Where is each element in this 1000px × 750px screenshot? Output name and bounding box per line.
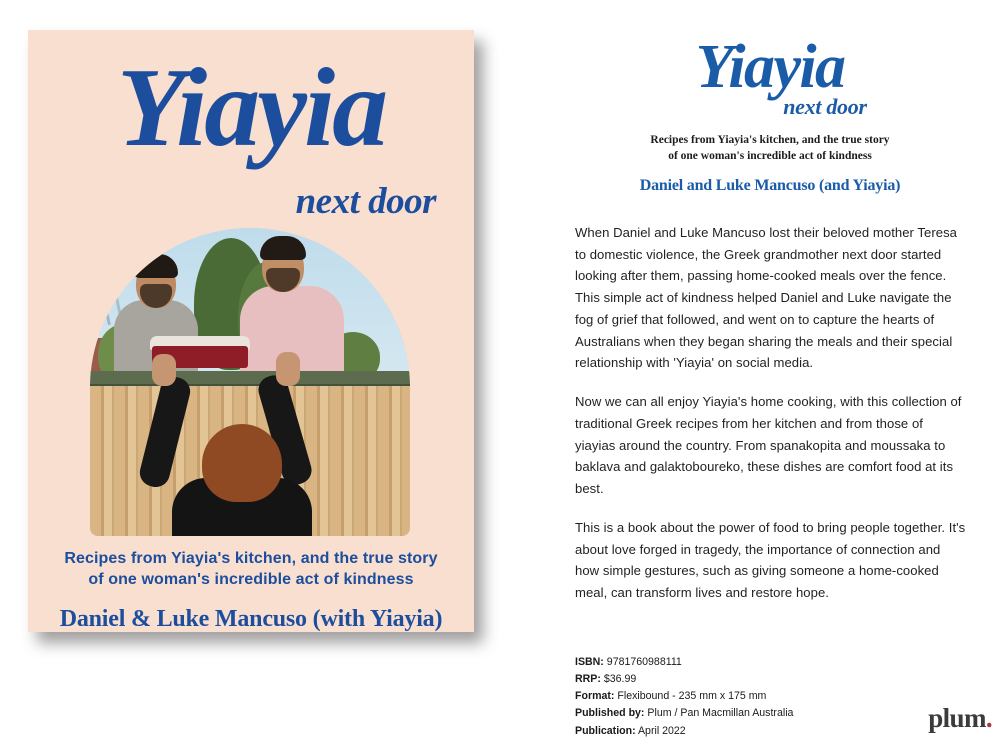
metadata-value: Flexibound - 235 mm x 175 mm xyxy=(617,690,767,703)
cover-photograph xyxy=(90,228,410,536)
metadata-row-published-by xyxy=(575,705,915,722)
info-panel xyxy=(540,0,1000,750)
panel-subtitle-script: next door xyxy=(783,94,867,119)
cover-title: Yiayia xyxy=(116,46,386,170)
metadata-value: Plum / Pan Macmillan Australia xyxy=(647,707,794,720)
book-metadata xyxy=(575,654,915,740)
panel-title: Yiayia xyxy=(695,33,845,101)
metadata-label: ISBN: xyxy=(575,656,604,668)
blurb-paragraph: Now we can all enjoy Yiayia's home cooking, with this collection of traditional Greek recipes from her kitchen and from those of yiayias around the country. From spanakopita and moussaka to baklava and galaktoboureko, these dishes are comfort food at its best. xyxy=(575,394,962,497)
title-lockup xyxy=(540,33,1000,195)
metadata-row-rrp xyxy=(575,671,915,688)
panel-authors: Daniel and Luke Mancuso (and Yiayia) xyxy=(639,176,901,194)
blurb-paragraph: When Daniel and Luke Mancuso lost their beloved mother Teresa to domestic violence, the Greek grandmother next door started looking after them, passing home-cooked meals over the fence. This simple act of kindness helped Daniel and Luke navigate the fog of grief that followed, and went on to capture the hearts of Australians when they began sharing the meals and their special relationship with 'Yiayia' on social media. xyxy=(575,225,958,371)
panel-tagline-line-1: Recipes from Yiayia's kitchen, and the true story xyxy=(650,134,890,146)
man-left-hair xyxy=(134,254,178,278)
metadata-label: RRP: xyxy=(575,673,601,686)
yiayia-left-hand xyxy=(152,354,176,386)
metadata-row-isbn xyxy=(575,654,915,671)
cover-subtitle-script: next door xyxy=(295,181,436,222)
metadata-label: Format: xyxy=(575,690,615,703)
metadata-row-format xyxy=(575,688,915,705)
cover-authors: Daniel & Luke Mancuso (with Yiayia) xyxy=(59,606,443,632)
publisher-logo-dot: . xyxy=(985,703,992,733)
metadata-label: Published by: xyxy=(575,707,645,720)
metadata-value: 9781760988111 xyxy=(606,656,682,668)
publisher-logo xyxy=(928,703,992,734)
fence-rail xyxy=(90,371,410,386)
metadata-value: $36.99 xyxy=(603,673,637,686)
man-right-hair xyxy=(260,236,306,260)
yiayia-right-hand xyxy=(276,352,300,386)
book-description xyxy=(575,222,967,604)
blurb-paragraph: This is a book about the power of food to bring people together. It's about love forged in tragedy, the importance of connection and how simple gestures, such as giving someone a home-cooked meal, can transform lives and restore hope. xyxy=(575,519,966,601)
yiayia-head xyxy=(202,424,282,502)
metadata-label: Publication: xyxy=(575,724,636,737)
book-cover-face xyxy=(28,30,474,632)
cover-tagline-line-1: Recipes from Yiayia's kitchen, and the true story xyxy=(64,550,438,567)
metadata-row-publication xyxy=(575,723,915,740)
panel-tagline xyxy=(540,132,1000,165)
book-cover xyxy=(28,30,474,632)
cover-tagline xyxy=(54,548,448,590)
cover-tagline-line-2: of one woman's incredible act of kindness xyxy=(88,571,414,589)
publisher-logo-text: plum xyxy=(928,703,986,733)
metadata-value: April 2022 xyxy=(637,724,686,737)
panel-tagline-line-2: of one woman's incredible act of kindness xyxy=(668,150,872,163)
